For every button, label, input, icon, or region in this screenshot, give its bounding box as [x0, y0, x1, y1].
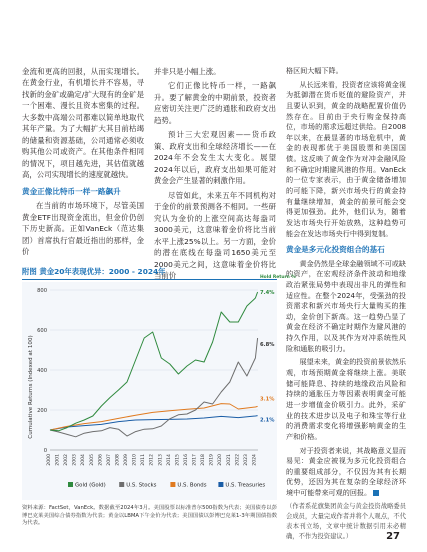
x-tick-label: 2021 [226, 454, 232, 467]
author-note: （作者系花旗集团黄金与黄金投资战略委员会成员，大量完成作者并将个人观点，不代表本刊立场，文章中统计数据引用未必精确，不作为投资建议。） [286, 502, 406, 540]
x-tick-label: 2024 [252, 454, 258, 467]
figure-source: 资料来源：FactSet，VanEck。数据截至2024年3月。美国股票以标准普尔500指数为代表；美国债券以彭博巴克莱美国综合债券指数为代表；黄金以LBMA下午金价为代表；美国国债以彭博巴克莱1-3年期国债指数为代表。 [22, 504, 277, 527]
x-tick-label: 2018 [201, 454, 207, 467]
x-tick-label: 2000 [47, 454, 52, 467]
legend-label: U.S. Stocks [126, 482, 157, 489]
y-tick-label: 600 [37, 328, 47, 335]
x-tick-label: 2020 [218, 454, 224, 467]
x-tick-label: 2012 [149, 454, 155, 467]
x-tick-label: 2023 [243, 454, 249, 467]
page-number: 27 [386, 530, 400, 542]
x-tick-label: 2009 [124, 454, 130, 467]
column-3-paragraph-4: 展望未来，黄金的投资前景依然乐观，市场预期黄金将继续上涨。美联储可能降息、持续的地缘政治风险和持续的通胀压力等因素表明黄金可能进一步增值金价吸引力。此外，采矿业的技术进步以及电子和珠宝等行业的消费需求变化将增强影响黄金的生产和价格。 [286, 357, 406, 441]
x-tick-label: 2014 [166, 454, 172, 467]
x-tick-label: 2011 [141, 454, 147, 467]
y-axis-label: Cumulative Returns (Indexed at 100) [28, 335, 34, 440]
x-tick-label: 2002 [64, 454, 70, 467]
section-heading-1: 黄金正像比特币一样一路飙升 [22, 186, 121, 196]
line-chart [22, 275, 296, 500]
column-2-paragraph-3: 预计三大宏观因素——货币政策、政府支出和全球经济增长——在2024年不会发生太大变化。展望2024年以后，政府支出如果可能对黄金会产生显著的刺激作用。 [154, 130, 276, 186]
figure [22, 266, 296, 528]
legend-swatch [218, 482, 223, 487]
annotation-label: 6.8% [260, 342, 275, 349]
column-1-paragraph-2: 在当前的市场环境下，尽管美国黄金ETF出现资金流出，但金价仍创下历史新高。正如VanEck（范达集团）首席执行官最近指出的那样，金价 [22, 201, 144, 257]
x-tick-label: 2007 [106, 454, 112, 467]
x-tick-label: 2013 [158, 454, 164, 467]
annotation-label: 3.1% [260, 396, 275, 403]
x-tick-label: 2016 [183, 454, 189, 467]
y-tick-label: 800 [37, 288, 47, 295]
annotation-label: 7.4% [260, 290, 275, 297]
legend-label: U.S. Treasuries [225, 482, 266, 489]
legend-swatch [170, 482, 175, 487]
legend-label: U.S. Bonds [177, 482, 207, 489]
column-3-paragraph-1: 格区间大幅下降。 [286, 66, 343, 75]
y-tick-label: 0 [43, 448, 47, 455]
end-of-article-icon [373, 490, 379, 496]
x-tick-label: 2005 [89, 454, 95, 467]
section-heading-2: 黄金是多元化投资组合的基石 [286, 245, 385, 255]
annotation-label: 2.1% [260, 418, 275, 425]
chart-background [22, 282, 277, 500]
column-2-paragraph-1: 并非只是小幅上涨。 [154, 67, 221, 76]
x-tick-label: 2004 [81, 454, 87, 467]
column-2-paragraph-4: 尽管如此，未来五年不同机构对于金价的前景预测各不相同。一些研究认为金价的上涨空间高达每盎司3000美元，这意味着金价将比当前水平上涨25%以上。另一方面，金价的潜在底线在每盎司1650美元至2000美元之间，这意味着金价将比当前价 [154, 190, 276, 280]
figure-title: 附图 黄金20年表现优异：2000 - 2024年 [22, 267, 166, 276]
x-tick-label: 2017 [192, 454, 198, 467]
x-tick-label: 2019 [209, 454, 215, 467]
x-tick-label: 2022 [235, 454, 241, 467]
legend-label: Gold (Gold) [75, 482, 106, 489]
y-tick-label: 400 [37, 368, 47, 375]
column-3-paragraph-5-text: 对于投资者来说，其战略意义显而易见：黄金应被视为多元化投资组合的重要组成部分，不仅因为其有长期优势，还因为其在复杂的全球经济环境中可能带来可观的回报。 [286, 445, 406, 498]
legend-swatch [119, 482, 124, 487]
legend-swatch [68, 482, 73, 487]
column-3-paragraph-2: 从长远来看，投资者应该将黄金视为抵御潜在货币贬值的避险资产，并且要认识到，黄金的战略配置价值仍然存在。目前由于央行购金保持高位，市场的需求远超过供给。自2008年以来，在最显著的市场危机中，黄金的表现都优于美国股票和美国国债。这反映了黄金作为对冲金融风险和不确定时期避风港的作用。VanEck的一位专家表示，由于黄金储备增加的可能下降，新兴市场央行的黄金持有量继续增加，黄金的前景可能会变得更加强劲。此外，他们认为，随着发达市场央行开始放熟，这种趋势可能会在发达市场央行中得到复制。 [286, 79, 406, 238]
figure-rule [22, 279, 277, 280]
x-tick-label: 2006 [98, 454, 104, 467]
column-2-paragraph-2: 它们正像比特币一样，一路飙升。要了解黄金的中期前景，投资者应密切关注更广泛的通胀和政府支出趋势。 [154, 81, 276, 125]
x-tick-label: 2003 [72, 454, 78, 467]
column-1-paragraph-1: 金流和更高的回报，从而实现增长。在黄金行业，有机增长并不容易，寻找新的金矿或确定/扩大现有的金矿是一个困难、漫长且资本密集的过程。大多数中高端公司都难以简单地取代其年产量。为了大幅扩大其目前枯竭的储量和资源基础，公司通常必须收购其他公司或资产。在其他条件相同的情况下，项目越先进，其估值就越高，公司实现增长的速度就越快。 [22, 67, 144, 180]
column-3-paragraph-5 [286, 446, 406, 499]
column-2 [154, 66, 276, 284]
x-tick-label: 2010 [132, 454, 138, 467]
annotation-label: Hold Return % [260, 275, 296, 281]
column-1 [22, 66, 144, 261]
column-3-paragraph-3: 黄金仍然是全球金融领域不可或缺的资产，在宏观经济条件波动和地缘政治紧张局势中表现出非凡的弹性和适应性。在整个2024年，受强劲的投资需求和新兴市场央行大量购买的推动，金价创下新高。这一趋势凸显了黄金在经济不确定时期作为避风港的持久作用，以及其作为对冲系统性风险和通胀的吸引力。 [286, 258, 406, 353]
y-tick-label: 200 [37, 408, 47, 415]
column-3 [286, 66, 406, 545]
x-tick-label: 2008 [115, 454, 121, 467]
x-tick-label: 2001 [55, 454, 61, 467]
x-tick-label: 2015 [175, 454, 181, 467]
